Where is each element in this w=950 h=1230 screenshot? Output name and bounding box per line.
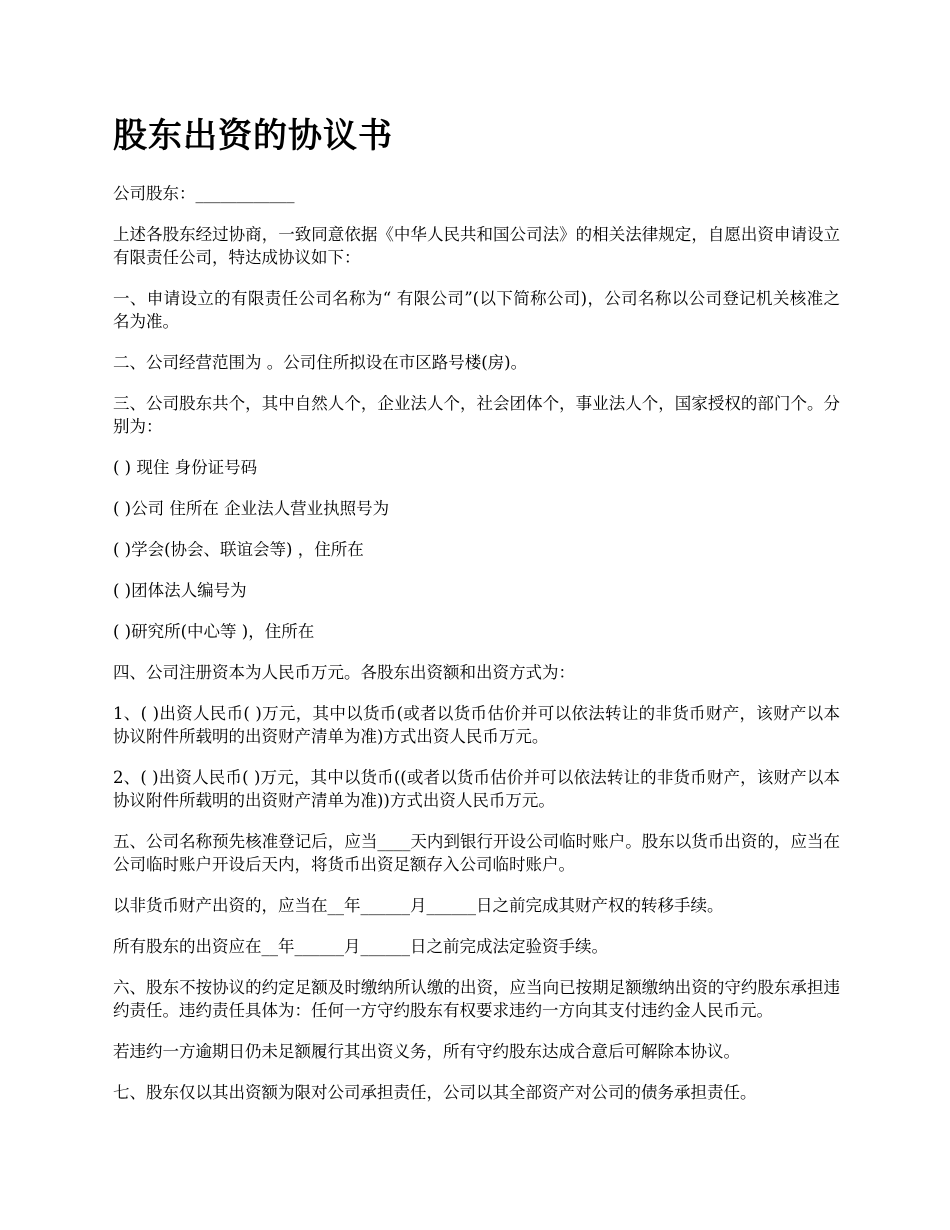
- clause-3-shareholders: 三、公司股东共个，其中自然人个，企业法人个，社会团体个，事业法人个，国家授权的部门个。分别为：: [113, 394, 840, 436]
- clause-4-registered-capital: 四、公司注册资本为人民币万元。各股东出资额和出资方式为：: [113, 663, 575, 682]
- shareholder-company: ( )公司 住所在 企业法人营业执照号为: [113, 499, 390, 518]
- document-page: [113, 112, 840, 1122]
- shareholder-association: ( )学会(协会、联谊会等) ，住所在: [113, 540, 364, 559]
- capital-verification-deadline: 所有股东的出资应在__年______月______日之前完成法定验资手续。: [113, 937, 608, 956]
- preamble-paragraph: 上述各股东经过协商，一致同意依据《中华人民共和国公司法》的相关法律规定，自愿出资申请设立 有限责任公司，特达成协议如下：: [113, 225, 840, 267]
- termination-condition: 若违约一方逾期日仍未足额履行其出资义务，所有守约股东达成合意后可解除本协议。: [113, 1042, 740, 1061]
- document-title: 股东出资的协议书: [113, 116, 393, 156]
- clause-5-bank-account: 五、公司名称预先核准登记后，应当____天内到银行开设公司临时账户。股东以货币出资的，应当在公司临时账户开设后天内，将货币出资足额存入公司临时账户。: [113, 832, 840, 874]
- shareholder-natural-person: ( ) 现住 身份证号码: [113, 458, 258, 477]
- shareholder-group-legal-person: ( )团体法人编号为: [113, 581, 247, 600]
- contribution-item-2: 2、( )出资人民币( )万元，其中以货币((或者以货币估价并可以依法转让的非货币财产，该财产以本协议附件所载明的出资财产清单为准))方式出资人民币万元。: [113, 768, 840, 810]
- clause-6-breach-liability: 六、股东不按协议的约定足额及时缴纳所认缴的出资，应当向已按期足额缴纳出资的守约股东承担违约责任。违约责任具体为：任何一方守约股东有权要求违约一方向其支付违约金人民币元。: [113, 978, 840, 1020]
- shareholder-research-institute: ( )研究所(中心等 )，住所在: [113, 622, 315, 641]
- clause-1-company-name: 一、申请设立的有限责任公司名称为“ 有限公司”(以下简称公司)，公司名称以公司登记机关核准之名为准。: [113, 289, 840, 331]
- clause-7-limited-liability: 七、股东仅以其出资额为限对公司承担责任，公司以其全部资产对公司的债务承担责任。: [113, 1083, 757, 1102]
- non-monetary-transfer-deadline: 以非货币财产出资的，应当在__年______月______日之前完成其财产权的转移手续。: [113, 896, 724, 915]
- shareholders-line: 公司股东：____________: [113, 184, 295, 203]
- clause-2-business-scope: 二、公司经营范围为 。公司住所拟设在市区路号楼(房)。: [113, 353, 528, 372]
- contribution-item-1: 1、( )出资人民币( )万元，其中以货币(或者以货币估价并可以依法转让的非货币财产，该财产以本协议附件所载明的出资财产清单为准)方式出资人民币万元。: [113, 704, 840, 746]
